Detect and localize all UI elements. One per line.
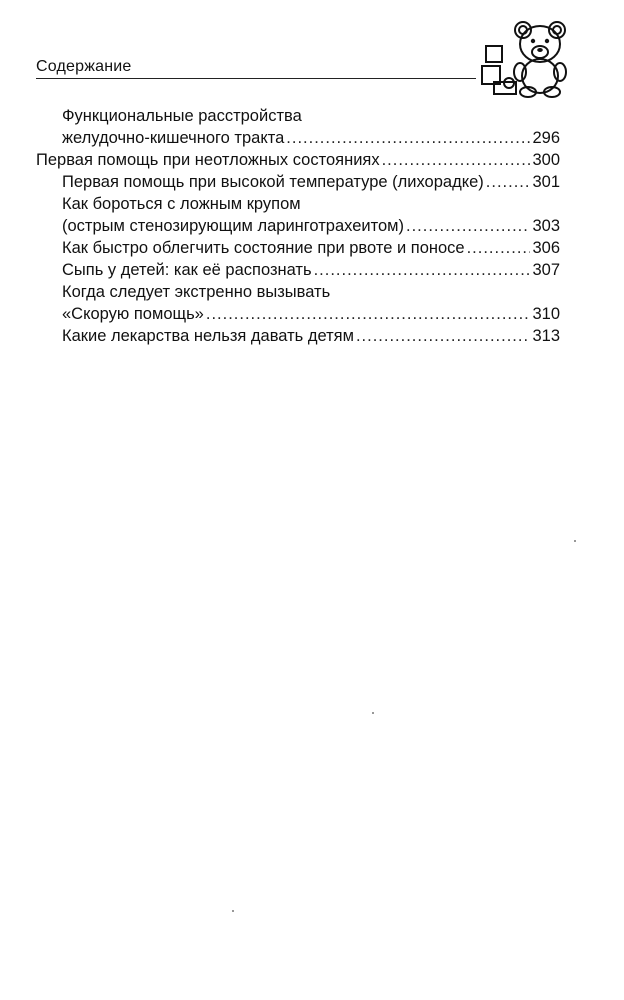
dot-leader — [382, 149, 531, 171]
running-header: Содержание — [36, 58, 132, 75]
table-of-contents — [36, 105, 560, 347]
toc-entry-last-line — [62, 215, 560, 237]
toc-entry-title-line: Какие лекарства нельзя давать детям — [62, 327, 354, 345]
toc-entry-last-line — [62, 259, 560, 281]
toc-entry-last-line — [62, 325, 560, 347]
toc-entry — [62, 259, 560, 281]
toc-page-number: 306 — [532, 239, 560, 257]
toc-entry — [62, 237, 560, 259]
toc-page-number: 300 — [532, 151, 560, 169]
toc-entry — [36, 149, 560, 171]
toc-page-number: 307 — [532, 261, 560, 279]
dot-leader — [486, 171, 531, 193]
toc-page-number: 303 — [532, 217, 560, 235]
teddy-bear-blocks-icon — [476, 10, 576, 98]
toc-entry-title-line: (острым стенозирующим ларинготрахеитом) — [62, 217, 404, 235]
toc-entry-title-line: Когда следует экстренно вызывать — [62, 283, 331, 301]
dot-leader — [314, 259, 531, 281]
toc-entry-title-line: Первая помощь при неотложных состояниях — [36, 151, 380, 169]
scan-speck — [574, 540, 576, 542]
toc-entry-last-line — [62, 237, 560, 259]
toc-entry — [62, 281, 560, 325]
toc-page-number: 296 — [532, 129, 560, 147]
toc-entry-title-line: Функциональные расстройства — [62, 107, 302, 125]
toc-entry-title-line: «Скорую помощь» — [62, 305, 204, 323]
dot-leader — [356, 325, 531, 347]
toc-entry-last-line — [62, 171, 560, 193]
toc-entry — [62, 171, 560, 193]
toc-page-number: 313 — [532, 327, 560, 345]
dot-leader — [206, 303, 531, 325]
toc-entry-last-line — [36, 149, 560, 171]
dot-leader — [467, 237, 531, 259]
toc-entry-title-line: Первая помощь при высокой температуре (лихорадке) — [62, 173, 484, 191]
toc-entry-title-line: Как быстро облегчить состояние при рвоте и поносе — [62, 239, 465, 257]
toc-page-number: 310 — [532, 305, 560, 323]
toc-entry — [62, 105, 560, 149]
toc-entry-last-line — [62, 303, 560, 325]
toc-entry-title-line: Сыпь у детей: как её распознать — [62, 261, 312, 279]
dot-leader — [406, 215, 530, 237]
toc-entry — [62, 325, 560, 347]
scan-speck — [232, 910, 234, 912]
header-rule — [36, 78, 476, 79]
dot-leader — [286, 127, 530, 149]
toc-entry-title-line: желудочно-кишечного тракта — [62, 129, 285, 147]
toc-page-number: 301 — [532, 173, 560, 191]
toc-entry-title-line: Как бороться с ложным крупом — [62, 195, 301, 213]
toc-entry-last-line — [62, 127, 560, 149]
toc-entry — [62, 193, 560, 237]
scan-speck — [372, 712, 374, 714]
